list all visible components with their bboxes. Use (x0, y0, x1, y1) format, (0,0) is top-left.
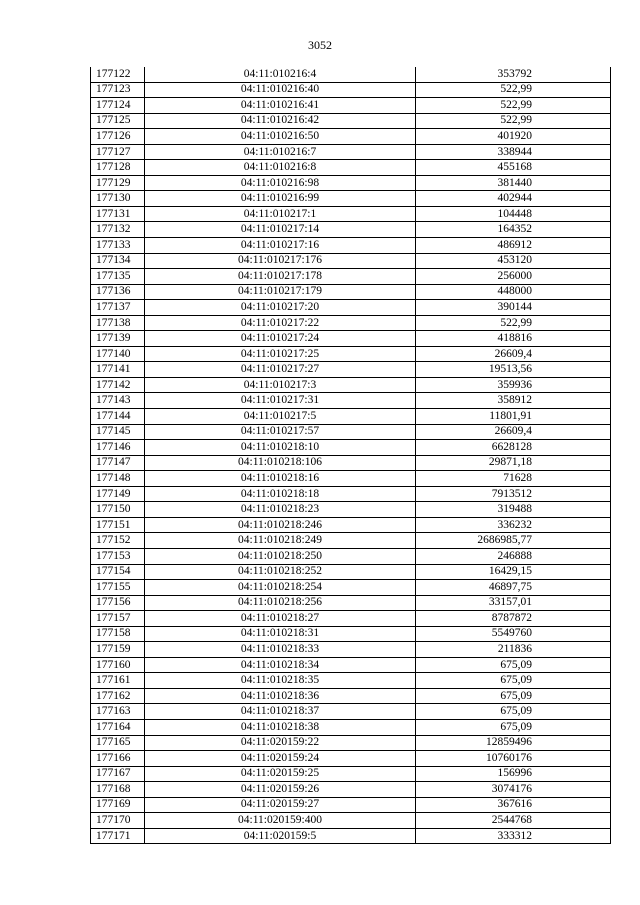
table-row (91, 346, 611, 362)
row-number-cell: 177135 (91, 269, 145, 285)
row-number-cell: 177171 (91, 828, 145, 844)
cadastral-number-cell: 04:11:020159:27 (145, 797, 416, 813)
cadastral-number-cell: 04:11:010217:178 (145, 269, 416, 285)
table-row (91, 206, 611, 222)
table-row (91, 813, 611, 829)
cadastral-number-cell: 04:11:010218:250 (145, 548, 416, 564)
row-number-cell: 177159 (91, 642, 145, 658)
table-row (91, 719, 611, 735)
table-row (91, 611, 611, 627)
table-row (91, 642, 611, 658)
row-number-cell: 177146 (91, 440, 145, 456)
value-cell: 2686985,77 (416, 533, 611, 549)
cadastral-number-cell: 04:11:010216:98 (145, 175, 416, 191)
table-row (91, 735, 611, 751)
value-cell: 455168 (416, 160, 611, 176)
cadastral-number-cell: 04:11:010217:20 (145, 300, 416, 316)
cadastral-number-cell: 04:11:010218:36 (145, 688, 416, 704)
value-cell: 359936 (416, 377, 611, 393)
cadastral-number-cell: 04:11:020159:24 (145, 751, 416, 767)
value-cell: 675,09 (416, 719, 611, 735)
cadastral-number-cell: 04:11:010217:57 (145, 424, 416, 440)
row-number-cell: 177165 (91, 735, 145, 751)
table-row (91, 98, 611, 114)
cadastral-number-cell: 04:11:010217:25 (145, 346, 416, 362)
row-number-cell: 177125 (91, 113, 145, 129)
value-cell: 390144 (416, 300, 611, 316)
cadastral-number-cell: 04:11:010216:41 (145, 98, 416, 114)
value-cell: 5549760 (416, 626, 611, 642)
table-row (91, 362, 611, 378)
cadastral-number-cell: 04:11:010217:14 (145, 222, 416, 238)
row-number-cell: 177168 (91, 782, 145, 798)
row-number-cell: 177144 (91, 409, 145, 425)
value-cell: 8787872 (416, 611, 611, 627)
value-cell: 6628128 (416, 440, 611, 456)
value-cell: 381440 (416, 175, 611, 191)
row-number-cell: 177153 (91, 548, 145, 564)
table-row (91, 409, 611, 425)
row-number-cell: 177129 (91, 175, 145, 191)
table-row (91, 580, 611, 596)
value-cell: 522,99 (416, 315, 611, 331)
row-number-cell: 177123 (91, 82, 145, 98)
table-row (91, 67, 611, 82)
table-row (91, 533, 611, 549)
row-number-cell: 177152 (91, 533, 145, 549)
cadastral-number-cell: 04:11:010217:5 (145, 409, 416, 425)
row-number-cell: 177167 (91, 766, 145, 782)
value-cell: 46897,75 (416, 580, 611, 596)
row-number-cell: 177126 (91, 129, 145, 145)
table-row (91, 393, 611, 409)
table-row (91, 222, 611, 238)
row-number-cell: 177147 (91, 455, 145, 471)
table-row (91, 269, 611, 285)
cadastral-number-cell: 04:11:010218:37 (145, 704, 416, 720)
cadastral-number-cell: 04:11:010217:1 (145, 206, 416, 222)
row-number-cell: 177124 (91, 98, 145, 114)
value-cell: 2544768 (416, 813, 611, 829)
table-row (91, 673, 611, 689)
cadastral-number-cell: 04:11:010218:249 (145, 533, 416, 549)
cadastral-number-cell: 04:11:010216:7 (145, 144, 416, 160)
table-row (91, 284, 611, 300)
value-cell: 522,99 (416, 82, 611, 98)
row-number-cell: 177166 (91, 751, 145, 767)
cadastral-number-cell: 04:11:010216:8 (145, 160, 416, 176)
cadastral-number-cell: 04:11:010217:22 (145, 315, 416, 331)
row-number-cell: 177149 (91, 486, 145, 502)
table-row (91, 797, 611, 813)
value-cell: 453120 (416, 253, 611, 269)
value-cell: 353792 (416, 67, 611, 82)
row-number-cell: 177151 (91, 517, 145, 533)
table-row (91, 548, 611, 564)
cadastral-number-cell: 04:11:010218:18 (145, 486, 416, 502)
row-number-cell: 177162 (91, 688, 145, 704)
cadastral-number-cell: 04:11:020159:25 (145, 766, 416, 782)
row-number-cell: 177160 (91, 657, 145, 673)
value-cell: 33157,01 (416, 595, 611, 611)
cadastral-number-cell: 04:11:010218:27 (145, 611, 416, 627)
row-number-cell: 177133 (91, 238, 145, 254)
cadastral-number-cell: 04:11:010216:50 (145, 129, 416, 145)
value-cell: 367616 (416, 797, 611, 813)
value-cell: 71628 (416, 471, 611, 487)
table-row (91, 688, 611, 704)
row-number-cell: 177150 (91, 502, 145, 518)
cadastral-number-cell: 04:11:010218:254 (145, 580, 416, 596)
cadastral-number-cell: 04:11:010218:106 (145, 455, 416, 471)
cadastral-number-cell: 04:11:010217:16 (145, 238, 416, 254)
cadastral-number-cell: 04:11:010217:3 (145, 377, 416, 393)
row-number-cell: 177136 (91, 284, 145, 300)
cadastral-number-cell: 04:11:010218:252 (145, 564, 416, 580)
cadastral-number-cell: 04:11:020159:26 (145, 782, 416, 798)
cadastral-number-cell: 04:11:010217:27 (145, 362, 416, 378)
row-number-cell: 177140 (91, 346, 145, 362)
value-cell: 29871,18 (416, 455, 611, 471)
value-cell: 211836 (416, 642, 611, 658)
row-number-cell: 177163 (91, 704, 145, 720)
table-row (91, 440, 611, 456)
page-number: 3052 (308, 38, 332, 52)
value-cell: 418816 (416, 331, 611, 347)
value-cell: 7913512 (416, 486, 611, 502)
table-row (91, 377, 611, 393)
value-cell: 675,09 (416, 657, 611, 673)
table-row (91, 253, 611, 269)
value-cell: 19513,56 (416, 362, 611, 378)
value-cell: 246888 (416, 548, 611, 564)
row-number-cell: 177170 (91, 813, 145, 829)
table-row (91, 564, 611, 580)
value-cell: 164352 (416, 222, 611, 238)
cadastral-number-cell: 04:11:010217:31 (145, 393, 416, 409)
table-row (91, 424, 611, 440)
row-number-cell: 177148 (91, 471, 145, 487)
row-number-cell: 177158 (91, 626, 145, 642)
row-number-cell: 177127 (91, 144, 145, 160)
row-number-cell: 177154 (91, 564, 145, 580)
cadastral-number-cell: 04:11:010218:246 (145, 517, 416, 533)
table-row (91, 82, 611, 98)
cadastral-number-cell: 04:11:010217:24 (145, 331, 416, 347)
table-row (91, 751, 611, 767)
cadastral-number-cell: 04:11:010218:38 (145, 719, 416, 735)
row-number-cell: 177143 (91, 393, 145, 409)
cadastral-number-cell: 04:11:010218:23 (145, 502, 416, 518)
row-number-cell: 177132 (91, 222, 145, 238)
cadastral-number-cell: 04:11:010217:176 (145, 253, 416, 269)
table-row (91, 626, 611, 642)
cadastral-number-cell: 04:11:020159:22 (145, 735, 416, 751)
value-cell: 11801,91 (416, 409, 611, 425)
value-cell: 16429,15 (416, 564, 611, 580)
value-cell: 402944 (416, 191, 611, 207)
value-cell: 3074176 (416, 782, 611, 798)
table-row (91, 517, 611, 533)
table-row (91, 331, 611, 347)
table-row (91, 828, 611, 844)
value-cell: 522,99 (416, 98, 611, 114)
value-cell: 104448 (416, 206, 611, 222)
row-number-cell: 177156 (91, 595, 145, 611)
cadastral-number-cell: 04:11:010218:256 (145, 595, 416, 611)
row-number-cell: 177169 (91, 797, 145, 813)
value-cell: 10760176 (416, 751, 611, 767)
value-cell: 486912 (416, 238, 611, 254)
value-cell: 522,99 (416, 113, 611, 129)
row-number-cell: 177157 (91, 611, 145, 627)
row-number-cell: 177128 (91, 160, 145, 176)
value-cell: 256000 (416, 269, 611, 285)
value-cell: 675,09 (416, 688, 611, 704)
table-row (91, 455, 611, 471)
cadastral-number-cell: 04:11:010218:31 (145, 626, 416, 642)
value-cell: 358912 (416, 393, 611, 409)
row-number-cell: 177141 (91, 362, 145, 378)
value-cell: 338944 (416, 144, 611, 160)
table-row (91, 486, 611, 502)
cadastral-number-cell: 04:11:010216:42 (145, 113, 416, 129)
value-cell: 319488 (416, 502, 611, 518)
cadastral-number-cell: 04:11:010217:179 (145, 284, 416, 300)
cadastral-number-cell: 04:11:010218:16 (145, 471, 416, 487)
row-number-cell: 177139 (91, 331, 145, 347)
registry-table (90, 67, 611, 844)
table-row (91, 502, 611, 518)
table-row (91, 113, 611, 129)
value-cell: 26609,4 (416, 424, 611, 440)
row-number-cell: 177145 (91, 424, 145, 440)
table-row (91, 471, 611, 487)
cadastral-number-cell: 04:11:010218:33 (145, 642, 416, 658)
cadastral-number-cell: 04:11:010218:35 (145, 673, 416, 689)
cadastral-number-cell: 04:11:020159:5 (145, 828, 416, 844)
cadastral-number-cell: 04:11:010216:99 (145, 191, 416, 207)
table-row (91, 191, 611, 207)
value-cell: 333312 (416, 828, 611, 844)
table-row (91, 175, 611, 191)
value-cell: 12859496 (416, 735, 611, 751)
registry-table-body (91, 67, 611, 844)
table-row (91, 129, 611, 145)
row-number-cell: 177130 (91, 191, 145, 207)
value-cell: 336232 (416, 517, 611, 533)
table-row (91, 657, 611, 673)
value-cell: 675,09 (416, 673, 611, 689)
value-cell: 401920 (416, 129, 611, 145)
row-number-cell: 177161 (91, 673, 145, 689)
cadastral-number-cell: 04:11:010218:34 (145, 657, 416, 673)
row-number-cell: 177142 (91, 377, 145, 393)
row-number-cell: 177137 (91, 300, 145, 316)
table-row (91, 300, 611, 316)
table-row (91, 766, 611, 782)
row-number-cell: 177138 (91, 315, 145, 331)
value-cell: 26609,4 (416, 346, 611, 362)
table-row (91, 782, 611, 798)
cadastral-number-cell: 04:11:010216:40 (145, 82, 416, 98)
cadastral-number-cell: 04:11:010218:10 (145, 440, 416, 456)
cadastral-number-cell: 04:11:010216:4 (145, 67, 416, 82)
table-row (91, 704, 611, 720)
table-row (91, 238, 611, 254)
table-row (91, 160, 611, 176)
value-cell: 156996 (416, 766, 611, 782)
value-cell: 675,09 (416, 704, 611, 720)
row-number-cell: 177122 (91, 67, 145, 82)
table-row (91, 595, 611, 611)
row-number-cell: 177164 (91, 719, 145, 735)
table-row (91, 315, 611, 331)
table-row (91, 144, 611, 160)
value-cell: 448000 (416, 284, 611, 300)
row-number-cell: 177131 (91, 206, 145, 222)
row-number-cell: 177134 (91, 253, 145, 269)
cadastral-number-cell: 04:11:020159:400 (145, 813, 416, 829)
row-number-cell: 177155 (91, 580, 145, 596)
